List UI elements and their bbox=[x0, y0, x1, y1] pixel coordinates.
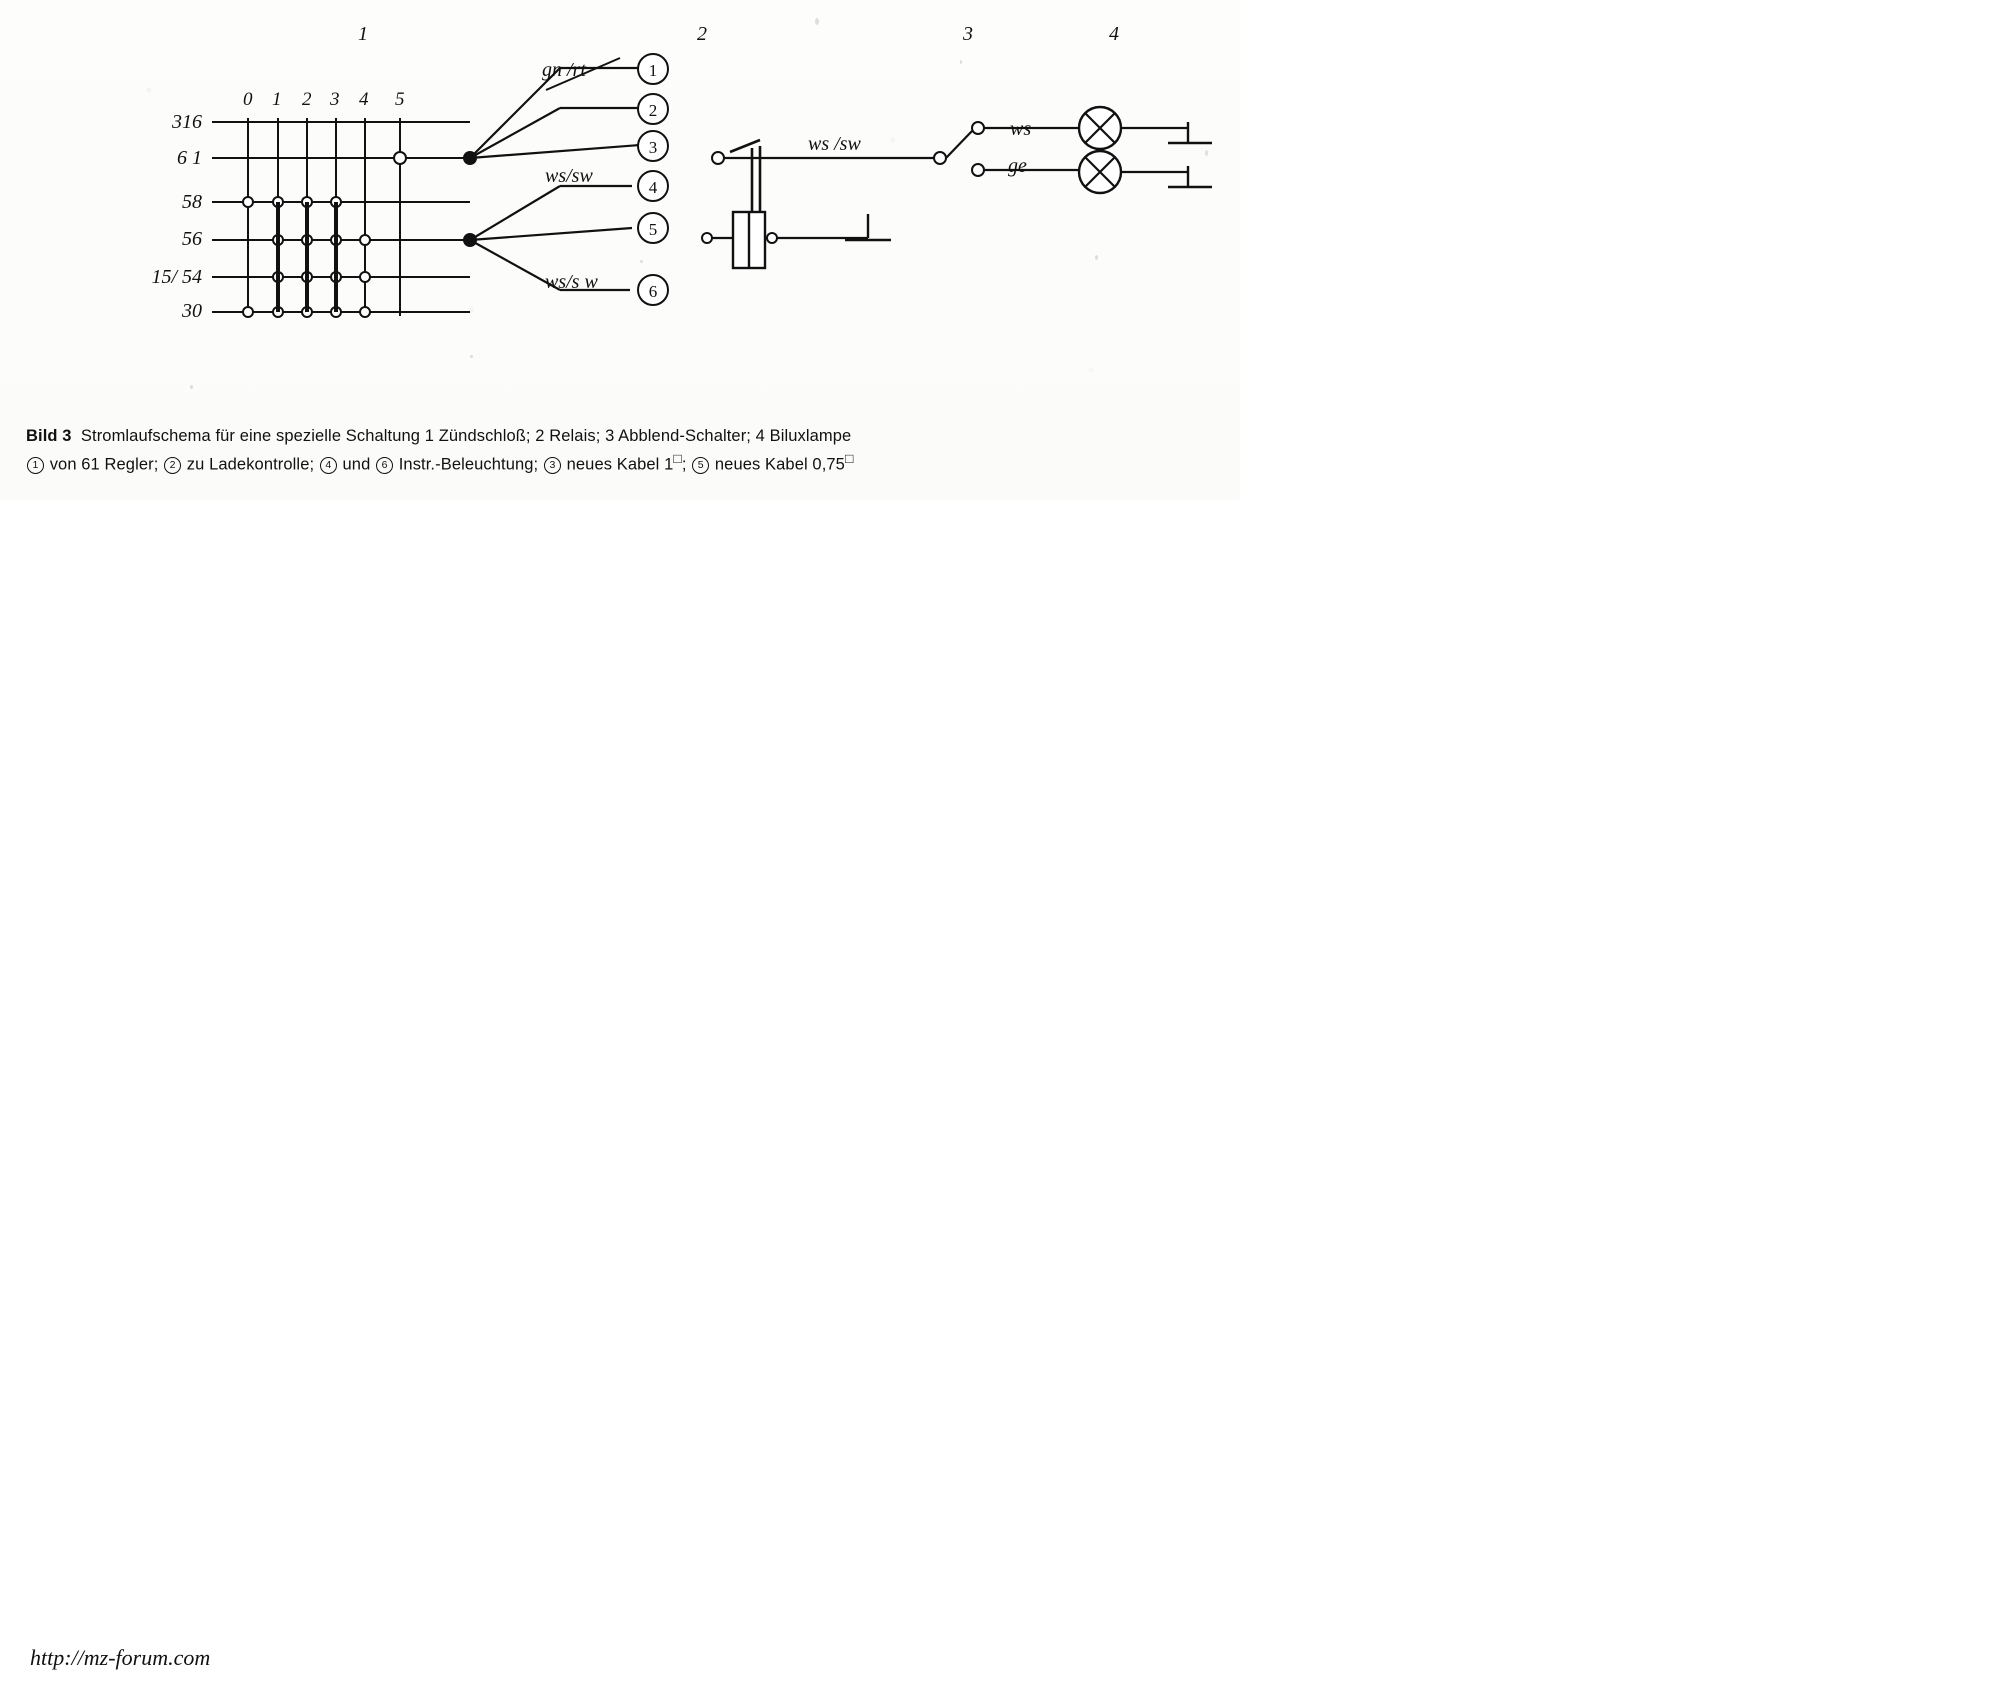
caption-note-4: Instr.-Beleuchtung; bbox=[398, 455, 539, 474]
wire-label-gn-rt: gn /rt bbox=[542, 59, 586, 81]
switch-position-0: 0 bbox=[243, 89, 253, 110]
note-marker-2: 2 bbox=[164, 457, 181, 474]
bilux-lamp bbox=[1079, 107, 1212, 193]
circled-wire-1 bbox=[638, 54, 668, 84]
terminal-label-316: 316 bbox=[172, 111, 202, 133]
wire-fanout-top bbox=[470, 68, 640, 158]
caption-note-6-sup: □ bbox=[844, 450, 854, 466]
scan-speck bbox=[1205, 150, 1208, 156]
circled-wire-5 bbox=[638, 213, 668, 243]
wire-label-ws-sw-bottom: ws/s w bbox=[545, 271, 598, 293]
switch-position-1: 1 bbox=[272, 89, 282, 110]
circled-wire-2 bbox=[638, 94, 668, 124]
terminal-label-56: 56 bbox=[182, 228, 202, 250]
matrix-contacts bbox=[243, 152, 406, 317]
wire-label-ws-sw-relay: ws /sw bbox=[808, 133, 861, 155]
scan-speck bbox=[190, 385, 193, 389]
caption-title: Stromlaufschema für eine spezielle Schaltung 1 Zündschloß; 2 Relais; 3 Abblend-Schalter; 4 Biluxlampe bbox=[80, 427, 852, 445]
circled-wire-6 bbox=[638, 275, 668, 305]
wire-to-4 bbox=[470, 186, 560, 240]
group-number-3: 3 bbox=[963, 23, 973, 45]
caption-notes-line: 1 von 61 Regler; 2 zu Ladekontrolle; 4 und 6 Instr.-Beleuchtung; 3 neues Kabel 1□; 5 neues Kabel 0,75□ bbox=[26, 449, 1256, 477]
svg-text:4: 4 bbox=[648, 178, 658, 197]
wire-to-3 bbox=[470, 145, 640, 158]
switch-position-4: 4 bbox=[359, 89, 369, 110]
terminal-label-30: 30 bbox=[182, 300, 202, 322]
svg-text:5: 5 bbox=[648, 220, 658, 239]
footer-url[interactable]: http://mz-forum.com bbox=[30, 1645, 211, 1670]
figure-label: Bild 3 bbox=[26, 427, 72, 445]
caption-note-2: zu Ladekontrolle; bbox=[186, 455, 315, 474]
switch-matrix-rows bbox=[212, 122, 470, 312]
terminal-label-1554: 15/ 54 bbox=[151, 266, 202, 288]
scan-speck bbox=[640, 260, 643, 263]
caption-note-3: und bbox=[342, 455, 371, 474]
svg-text:6: 6 bbox=[648, 282, 658, 301]
terminal-label-61: 6 1 bbox=[177, 147, 202, 169]
wire-label-ws-sw-mid: ws/sw bbox=[545, 165, 593, 187]
circled-wire-4 bbox=[638, 171, 668, 201]
circled-wire-3 bbox=[638, 131, 668, 161]
switch-position-3: 3 bbox=[330, 89, 340, 110]
note-marker-4: 4 bbox=[320, 457, 337, 474]
group-number-2: 2 bbox=[697, 23, 707, 45]
switch-matrix-columns bbox=[248, 118, 400, 316]
matrix-link-bars bbox=[278, 202, 336, 312]
circled-wire-numbers bbox=[638, 54, 668, 305]
wire-label-ws: ws bbox=[1010, 118, 1032, 140]
scan-speck bbox=[1095, 255, 1098, 260]
wire-to-1 bbox=[470, 68, 560, 158]
caption-title-line bbox=[26, 425, 1256, 449]
note-marker-3: 3 bbox=[544, 457, 561, 474]
wire-to-5 bbox=[470, 228, 632, 240]
relay-block bbox=[702, 140, 946, 268]
terminal-label-58: 58 bbox=[182, 191, 202, 213]
figure-caption bbox=[26, 425, 1256, 477]
scan-speck bbox=[960, 60, 962, 64]
note-marker-5: 5 bbox=[692, 457, 709, 474]
wiring-diagram bbox=[0, 0, 1240, 430]
switch-position-2: 2 bbox=[302, 89, 312, 110]
group-number-1: 1 bbox=[358, 23, 368, 45]
switch-position-5: 5 bbox=[395, 89, 405, 110]
group-number-4: 4 bbox=[1109, 23, 1119, 45]
svg-text:3: 3 bbox=[648, 138, 658, 157]
scan-speck bbox=[815, 18, 819, 25]
note-marker-1: 1 bbox=[27, 457, 44, 474]
svg-text:2: 2 bbox=[648, 101, 658, 120]
scanned-page-area bbox=[0, 0, 1240, 500]
note-marker-6: 6 bbox=[376, 457, 393, 474]
scan-speck bbox=[470, 355, 473, 358]
caption-note-5: neues Kabel 1 bbox=[566, 455, 674, 474]
wire-label-ge: ge bbox=[1008, 155, 1027, 177]
caption-note-6: neues Kabel 0,75 bbox=[714, 455, 845, 474]
wire-to-2 bbox=[470, 108, 560, 158]
caption-note-1: von 61 Regler; bbox=[49, 455, 159, 474]
svg-text:1: 1 bbox=[648, 61, 658, 80]
caption-note-5-sup: □ bbox=[673, 450, 682, 466]
